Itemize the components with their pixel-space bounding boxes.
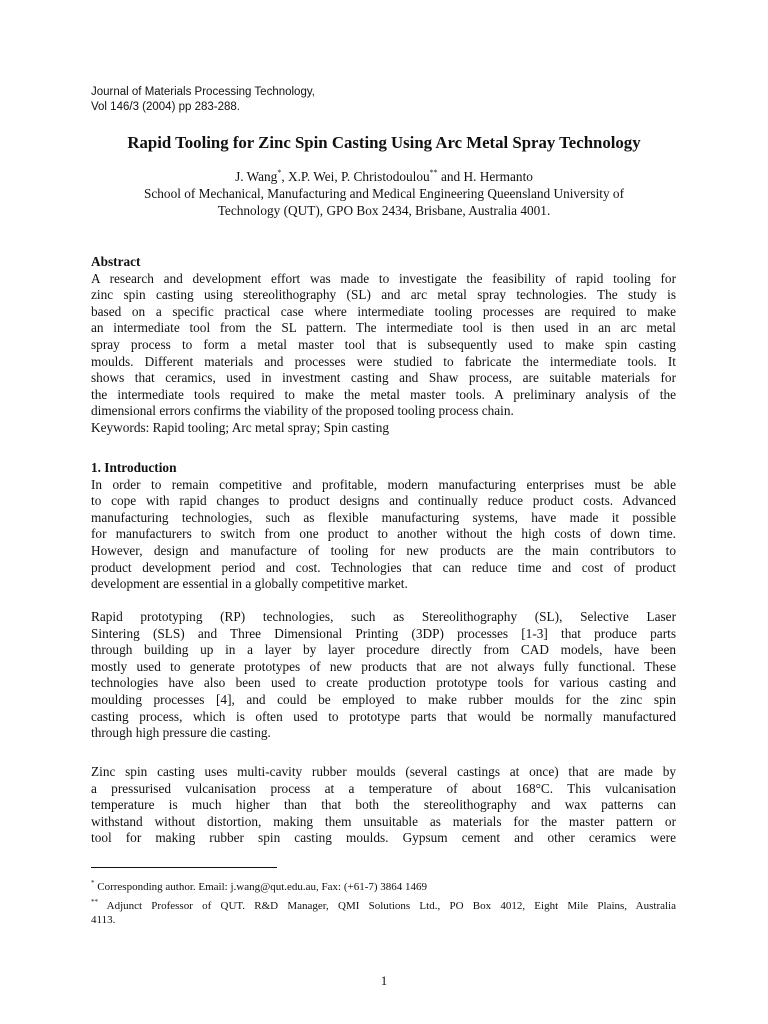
- introduction-heading: 1. Introduction: [91, 460, 177, 475]
- intro-p2-line: through high pressure die casting.: [91, 725, 271, 741]
- intro-p1-line: manufacturing technologies, such as flexible manufacturing systems, have made it possible: [91, 509, 676, 525]
- abstract-line: A research and development effort was made to investigate the feasibility of rapid tooling for: [91, 270, 676, 286]
- footnote-2: [91, 899, 676, 928]
- journal-line-2: Vol 146/3 (2004) pp 283-288.: [91, 101, 240, 113]
- abstract-line: shows that ceramics, used in investment casting and Shaw process, are suitable materials for: [91, 370, 676, 386]
- author-1: J. Wang: [235, 169, 278, 184]
- footnote-2-mark: **: [91, 897, 98, 906]
- abstract-line: the intermediate tools required to make the metal master tools. A preliminary analysis of the: [91, 386, 676, 402]
- intro-p2-line: Sintering (SLS) and Three Dimensional Printing (3DP) processes [1-3] that produce parts: [91, 625, 676, 641]
- intro-p1-line: However, design and manufacture of tooling for new products are the main contributors to: [91, 542, 676, 558]
- intro-p2-line: casting process, which is often used to prototype parts that would be normally manufactured: [91, 708, 676, 724]
- introduction-section: [91, 460, 676, 593]
- author-1-mark: *: [277, 168, 282, 177]
- abstract-line: dimensional errors confirms the viability of the proposed tooling process chain.: [91, 403, 514, 419]
- intro-p1-line: In order to remain competitive and profitable, modern manufacturing enterprises must be able: [91, 476, 676, 492]
- affiliation-line-1: School of Mechanical, Manufacturing and Medical Engineering Queensland University of: [143, 186, 625, 201]
- intro-p1-line: to cope with rapid changes to product designs and continually reduce product costs. Advanced: [91, 493, 676, 509]
- abstract-line: an intermediate tool from the SL pattern. The intermediate tool is then used in an arc metal: [91, 320, 676, 336]
- footnote-2-line-2: 4113.: [91, 914, 116, 926]
- keywords: Keywords: Rapid tooling; Arc metal spray; Spin casting: [91, 419, 390, 435]
- intro-p1-line: for manufacturers to switch from one product to another without the high costs of down time.: [91, 526, 676, 542]
- footnote-1-mark: *: [91, 879, 95, 887]
- author-block: [0, 168, 768, 219]
- intro-p3-line: withstand without distortion, making them unsuitable as materials for the master pattern or: [91, 813, 676, 829]
- journal-citation: [91, 85, 651, 115]
- introduction-paragraph-3: [91, 764, 676, 847]
- intro-p3-line: tool for making rubber spin casting moulds. Gypsum cement and other ceramics were: [91, 830, 676, 846]
- abstract-line: zinc spin casting using stereolithography (SL) and arc metal spray technologies. The study is: [91, 287, 676, 303]
- abstract-line: moulds. Different materials and processes were studied to fabricate the intermediate tools. It: [91, 353, 676, 369]
- footnote-2-body: Adjunct Professor of QUT. R&D Manager, QMI Solutions Ltd., PO Box 4012, Eight Mile Plains, Australia: [98, 899, 676, 912]
- author-2: , X.P. Wei, P. Christodoulou: [281, 169, 430, 184]
- footnotes: [91, 880, 676, 932]
- abstract-line: based on a specific practical case where intermediate tooling processes are required to make: [91, 303, 676, 319]
- abstract-section: [91, 254, 676, 437]
- journal-line-1: Journal of Materials Processing Technology,: [91, 86, 315, 98]
- intro-p2-line: through building up in a layer by layer procedure directly from CAD models, have been: [91, 642, 676, 658]
- author-3: and H. Hermanto: [437, 169, 533, 184]
- footnote-1-text: [91, 880, 676, 895]
- affiliation-line-2: Technology (QUT), GPO Box 2434, Brisbane, Australia 4001.: [217, 203, 551, 218]
- abstract-heading: Abstract: [91, 254, 141, 269]
- intro-p3-line: Zinc spin casting uses multi-cavity rubber moulds (several castings at once) that are made by: [91, 764, 676, 779]
- page-number: 1: [380, 973, 388, 988]
- intro-p2-line: moulding processes [4], and could be employed to make rubber moulds for the zinc spin: [91, 691, 676, 707]
- author-list: [0, 168, 768, 185]
- footnote-1: [91, 880, 676, 895]
- abstract-line: spray process to form a metal master tool that is subsequently used to make spin casting: [91, 336, 676, 352]
- intro-p3-line: a pressurised vulcanisation process at a temperature of about 168°C. This vulcanisation: [91, 780, 676, 796]
- intro-p2-line: technologies have also been used to create production prototype tools for various casting and: [91, 675, 676, 691]
- introduction-paragraph-2: [91, 609, 676, 742]
- intro-p2-line: mostly used to generate prototypes of new products that are not always fully functional. These: [91, 658, 676, 674]
- footnote-2-line-1: [91, 899, 676, 914]
- intro-p2-line: Rapid prototyping (RP) technologies, such as Stereolithography (SL), Selective Laser: [91, 609, 676, 624]
- footnote-divider: [91, 867, 277, 868]
- author-2-mark: **: [429, 168, 438, 177]
- footnote-1-body: Corresponding author. Email: j.wang@qut.edu.au, Fax: (+61-7) 3864 1469: [94, 881, 428, 893]
- intro-p1-line: product development period and cost. Technologies that can reduce time and cost of product: [91, 559, 676, 575]
- intro-p3-line: temperature is much higher than that both the stereolithography and wax patterns can: [91, 797, 676, 813]
- paper-title: Rapid Tooling for Zinc Spin Casting Using Arc Metal Spray Technology: [127, 133, 641, 152]
- intro-p1-line: development are essential in a globally competitive market.: [91, 576, 408, 592]
